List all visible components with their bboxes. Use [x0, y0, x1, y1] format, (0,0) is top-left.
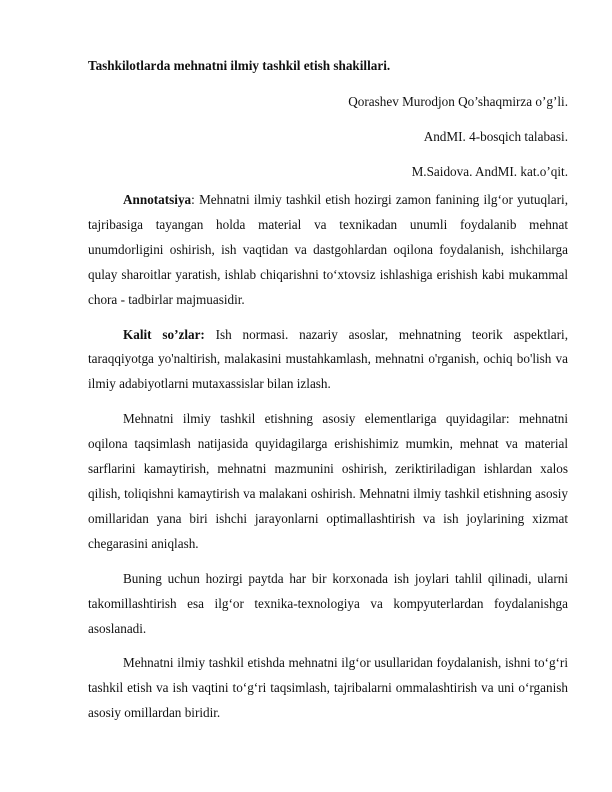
- body-paragraph-2: Buning uchun hozirgi paytda har bir korxonada ish joylari tahlil qilinadi, ularni takomillashtirish esa ilg‘or texnika-texnologiya va kompyuterlardan foydalanishga asoslanadi.: [88, 570, 568, 636]
- annotation-text: : Mehnatni ilmiy tashkil etish hozirgi zamon fanining ilg‘or yutuqlari, tajribasiga tayangan holda material va texnikadan unumli foydalanib mehnat unumdorligini oshirish, ish vaqtidan va dastgohlardan oqilona foydalanish, ishchilarga qulay sharoitlar yaratish, ishlab chiqarishni to‘xtovsiz ishlashiga erishish kabi mukammal chora - tadbirlar majmuasidir.: [88, 192, 568, 307]
- author-name: Qorashev Murodjon Qo’shaqmirza o’g’li.: [348, 94, 568, 109]
- keywords-label: Kalit so’zlar:: [123, 326, 205, 342]
- body-paragraph-3: Mehnatni ilmiy tashkil etishda mehnatni ilg‘or usullaridan foydalanish, ishni to‘g‘ri tashkil etish va ish vaqtini to‘g‘ri taqsimlash, tajribalarni ommalashtirish va uni o‘rganish asosiy omillardan biridir.: [88, 655, 568, 721]
- supervisor-name: M.Saidova. AndMI. kat.o’qit.: [411, 164, 568, 179]
- keywords-text: Ish normasi. nazariy asoslar, mehnatning teorik aspektlari, taraqqiyotga yo'naltirish, malakasini mustahkamlash, mehnatni o'rganish, ochiq bo'lish va ilmiy adabiyotlarni mutaxassislar bilan izlash.: [88, 326, 569, 392]
- document-body: [88, 188, 568, 726]
- annotation-label: Annotatsiya: [123, 192, 192, 207]
- body-paragraph-1: Mehnatni ilmiy tashkil etishning asosiy elementlariga quyidagilar: mehnatni oqilona taqsimlash natijasida quyidagilarga erishishimiz mumkin, mehnat va material sarflarini kamaytirish, mehnatni mazmunini oshirish, zeriktiriladigan ishlardan xalos qilish, toliqishni kamaytirish va malakani oshirish. Mehnatni ilmiy tashkil etishning asosiy omillaridan yana biri ishchi jarayonlarni optimallashtirish va ish joylarining xizmat chegarasini aniqlash.: [88, 411, 568, 551]
- document-title: Tashkilotlarda mehnatni ilmiy tashkil etish shakillari.: [88, 58, 391, 73]
- keywords-paragraph: [88, 323, 568, 398]
- annotation-paragraph: [88, 188, 568, 313]
- author-affiliation: AndMI. 4-bosqich talabasi.: [423, 129, 568, 144]
